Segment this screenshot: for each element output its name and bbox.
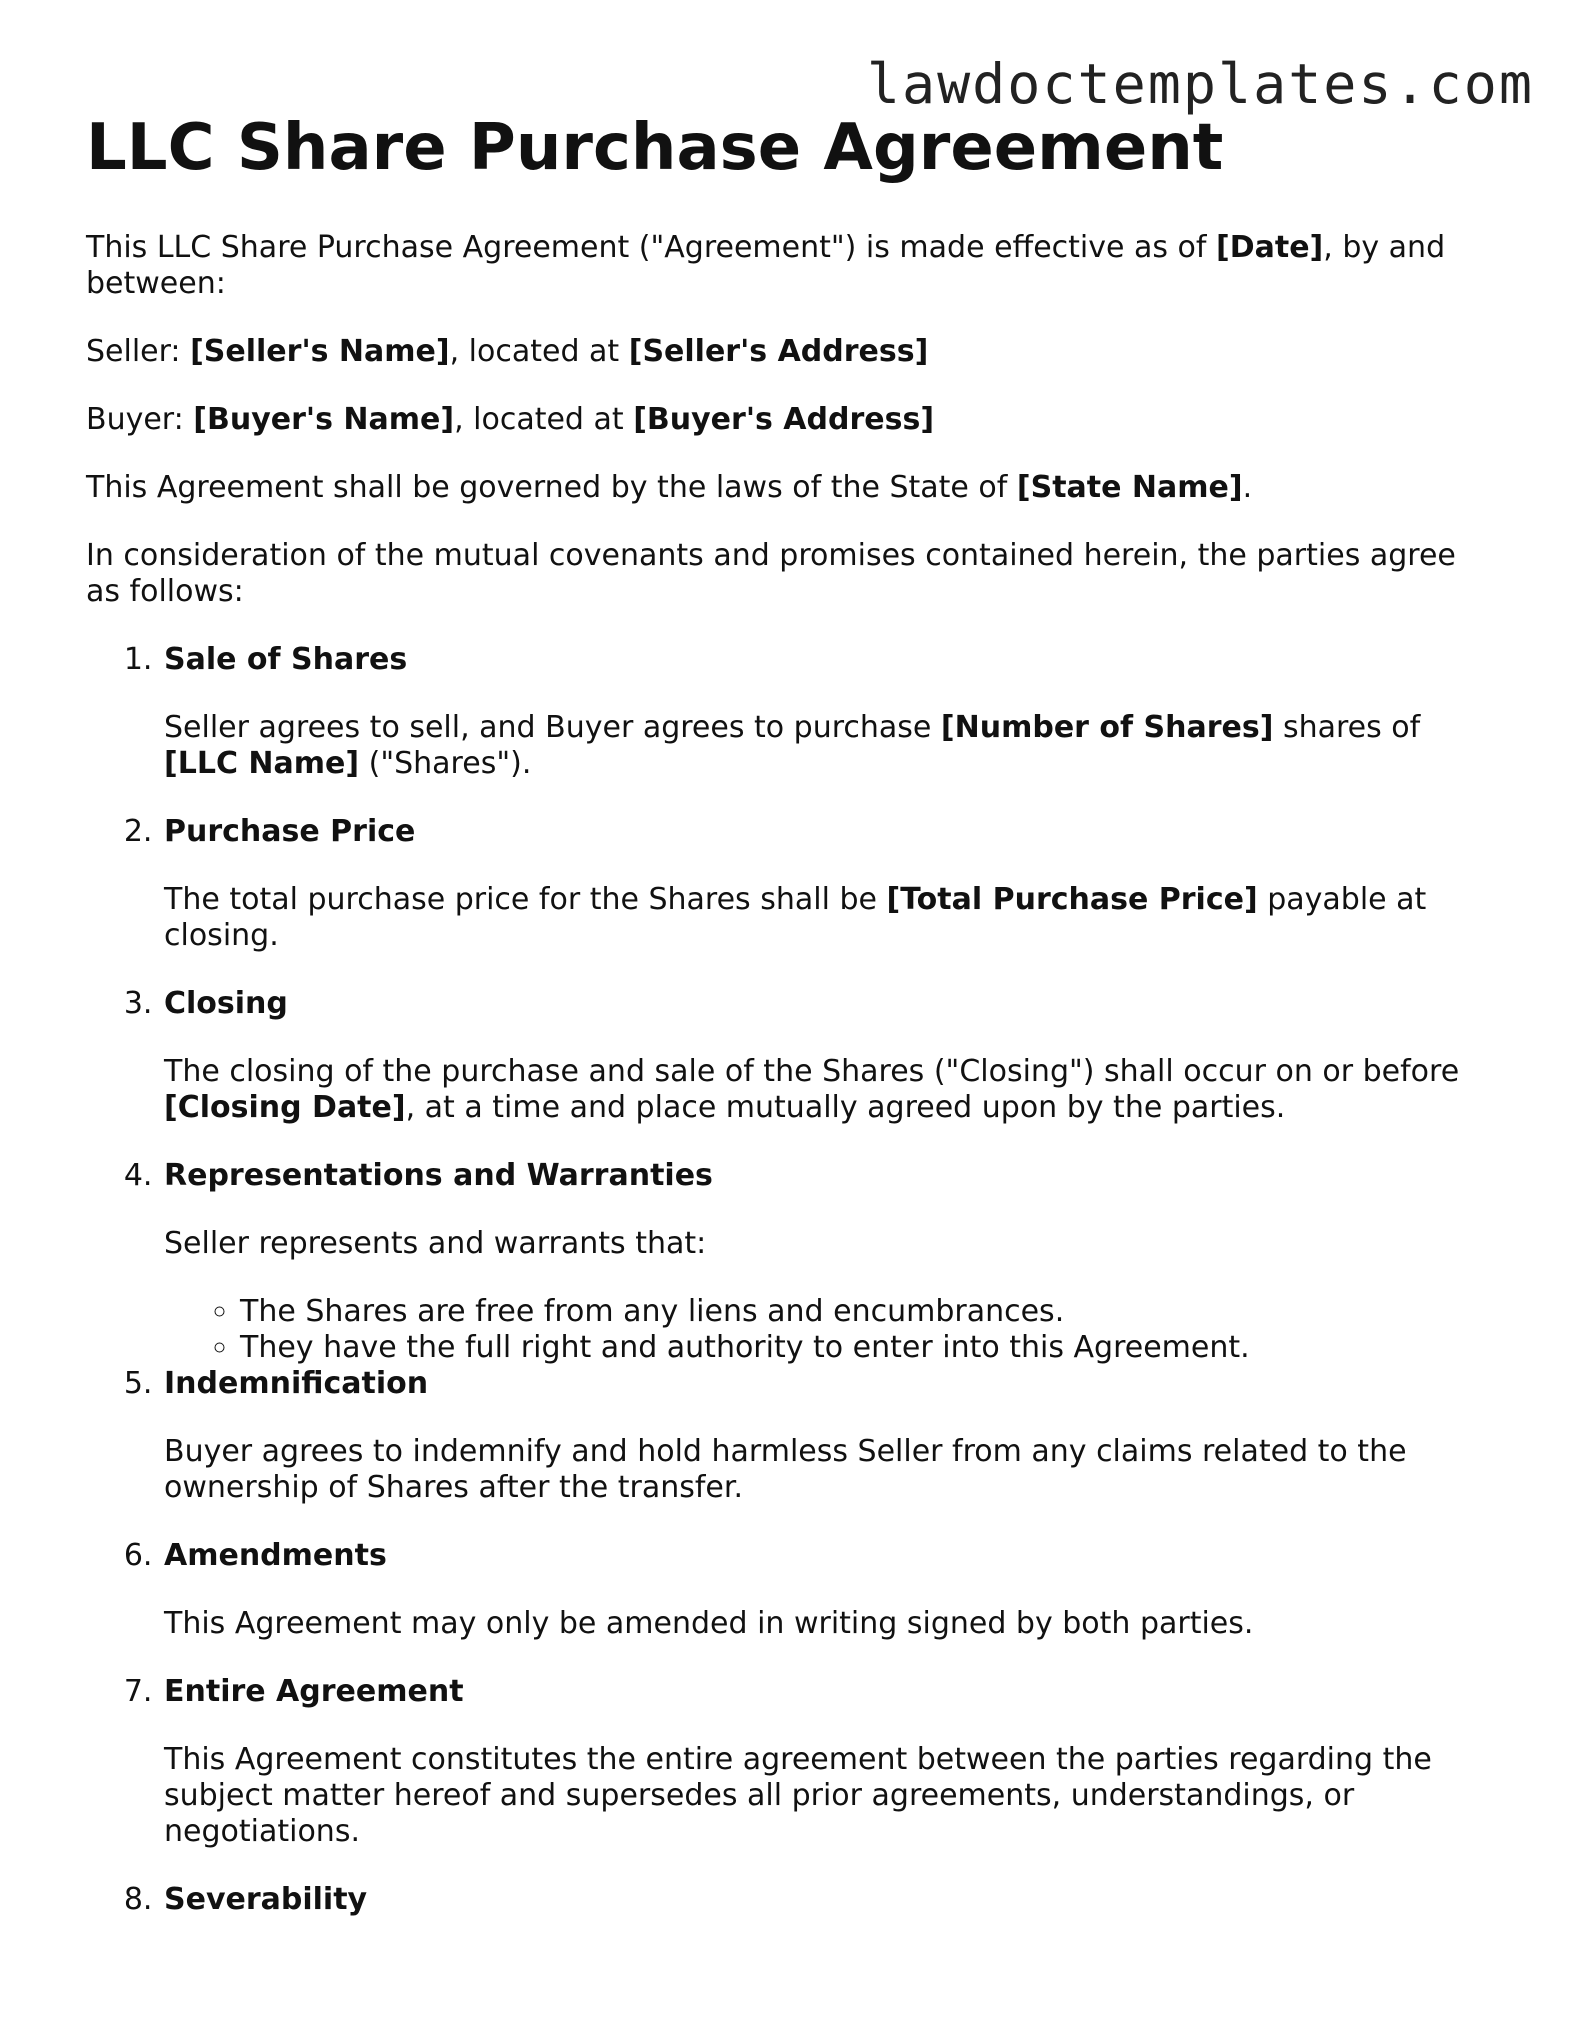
seller-label: Seller: xyxy=(86,334,191,369)
state-placeholder: [State Name] xyxy=(1016,470,1243,505)
section-item xyxy=(162,814,1496,954)
site-watermark: lawdoctemplates.com xyxy=(866,52,1534,116)
section-title: 5. Indemnification xyxy=(164,1366,429,1401)
section-item xyxy=(162,642,1496,782)
section-text: The total purchase price for the Shares shall be xyxy=(164,882,887,917)
section-text: Seller agrees to sell, and Buyer agrees to purchase xyxy=(164,710,941,745)
section-title: 1. Sale of Shares xyxy=(164,642,408,677)
list-item: ◦ The Shares are free from any liens and encumbrances. xyxy=(240,1294,1496,1330)
intro-text-end: , by and between: xyxy=(86,230,1446,301)
section-title: 6. Amendments xyxy=(164,1538,387,1573)
consideration-paragraph: In consideration of the mutual covenants and promises contained herein, the parties agree as follows: xyxy=(86,538,1456,609)
section-body: This Agreement constitutes the entire agreement between the parties regarding the subject matter hereof and supersedes all prior agreements, understandings, or negotiations. xyxy=(164,1742,1432,1849)
governing-law-paragraph xyxy=(86,470,1496,506)
section-item xyxy=(162,1538,1496,1642)
date-placeholder: [Date] xyxy=(1216,230,1324,265)
closing-date-placeholder: [Closing Date] xyxy=(164,1090,406,1125)
sections-list xyxy=(86,642,1496,1918)
buyer-label: Buyer: xyxy=(86,402,194,437)
governing-text: This Agreement shall be governed by the laws of the State of xyxy=(86,470,1017,505)
section-title: 2. Purchase Price xyxy=(164,814,416,849)
section-text: ("Shares"). xyxy=(359,746,532,781)
buyer-line xyxy=(86,402,1496,438)
document-page xyxy=(86,108,1496,1950)
section-body: Buyer agrees to indemnify and hold harmless Seller from any claims related to the ownership of Shares after the transfer. xyxy=(164,1434,1407,1505)
section-item xyxy=(162,1158,1496,1366)
seller-address-placeholder: [Seller's Address] xyxy=(628,334,929,369)
section-item xyxy=(162,1366,1496,1506)
seller-name-placeholder: [Seller's Name] xyxy=(190,334,450,369)
section-title: 7. Entire Agreement xyxy=(164,1674,464,1709)
governing-text-end: . xyxy=(1242,470,1253,505)
document-title: LLC Share Purchase Agreement xyxy=(86,111,1224,185)
section-body xyxy=(164,882,1496,954)
number-of-shares-placeholder: [Number of Shares] xyxy=(940,710,1274,745)
list-item: ◦ They have the full right and authority to enter into this Agreement. xyxy=(240,1330,1496,1366)
section-body: Seller represents and warrants that: xyxy=(164,1226,707,1261)
section-item xyxy=(162,1882,1496,1918)
seller-located-text: , located at xyxy=(449,334,629,369)
buyer-address-placeholder: [Buyer's Address] xyxy=(633,402,935,437)
purchase-price-placeholder: [Total Purchase Price] xyxy=(886,882,1258,917)
section-title: 3. Closing xyxy=(164,986,288,1021)
section-body xyxy=(164,710,1496,782)
section-text: shares of xyxy=(1273,710,1421,745)
section-title: 8. Severability xyxy=(164,1882,368,1917)
buyer-name-placeholder: [Buyer's Name] xyxy=(193,402,455,437)
buyer-located-text: , located at xyxy=(454,402,634,437)
intro-paragraph xyxy=(86,230,1496,302)
section-item xyxy=(162,986,1496,1126)
intro-text: This LLC Share Purchase Agreement ("Agreement") is made effective as of xyxy=(86,230,1216,265)
section-text: , at a time and place mutually agreed upon by the parties. xyxy=(405,1090,1286,1125)
section-title: 4. Representations and Warranties xyxy=(164,1158,713,1193)
section-body xyxy=(164,1054,1496,1126)
section-text: payable at closing. xyxy=(164,882,1427,953)
llc-name-placeholder: [LLC Name] xyxy=(164,746,360,781)
warranties-list xyxy=(164,1294,1496,1366)
section-text: The closing of the purchase and sale of the Shares ("Closing") shall occur on or before xyxy=(164,1054,1460,1089)
section-body: This Agreement may only be amended in writing signed by both parties. xyxy=(164,1606,1254,1641)
seller-line xyxy=(86,334,1496,370)
section-item xyxy=(162,1674,1496,1850)
